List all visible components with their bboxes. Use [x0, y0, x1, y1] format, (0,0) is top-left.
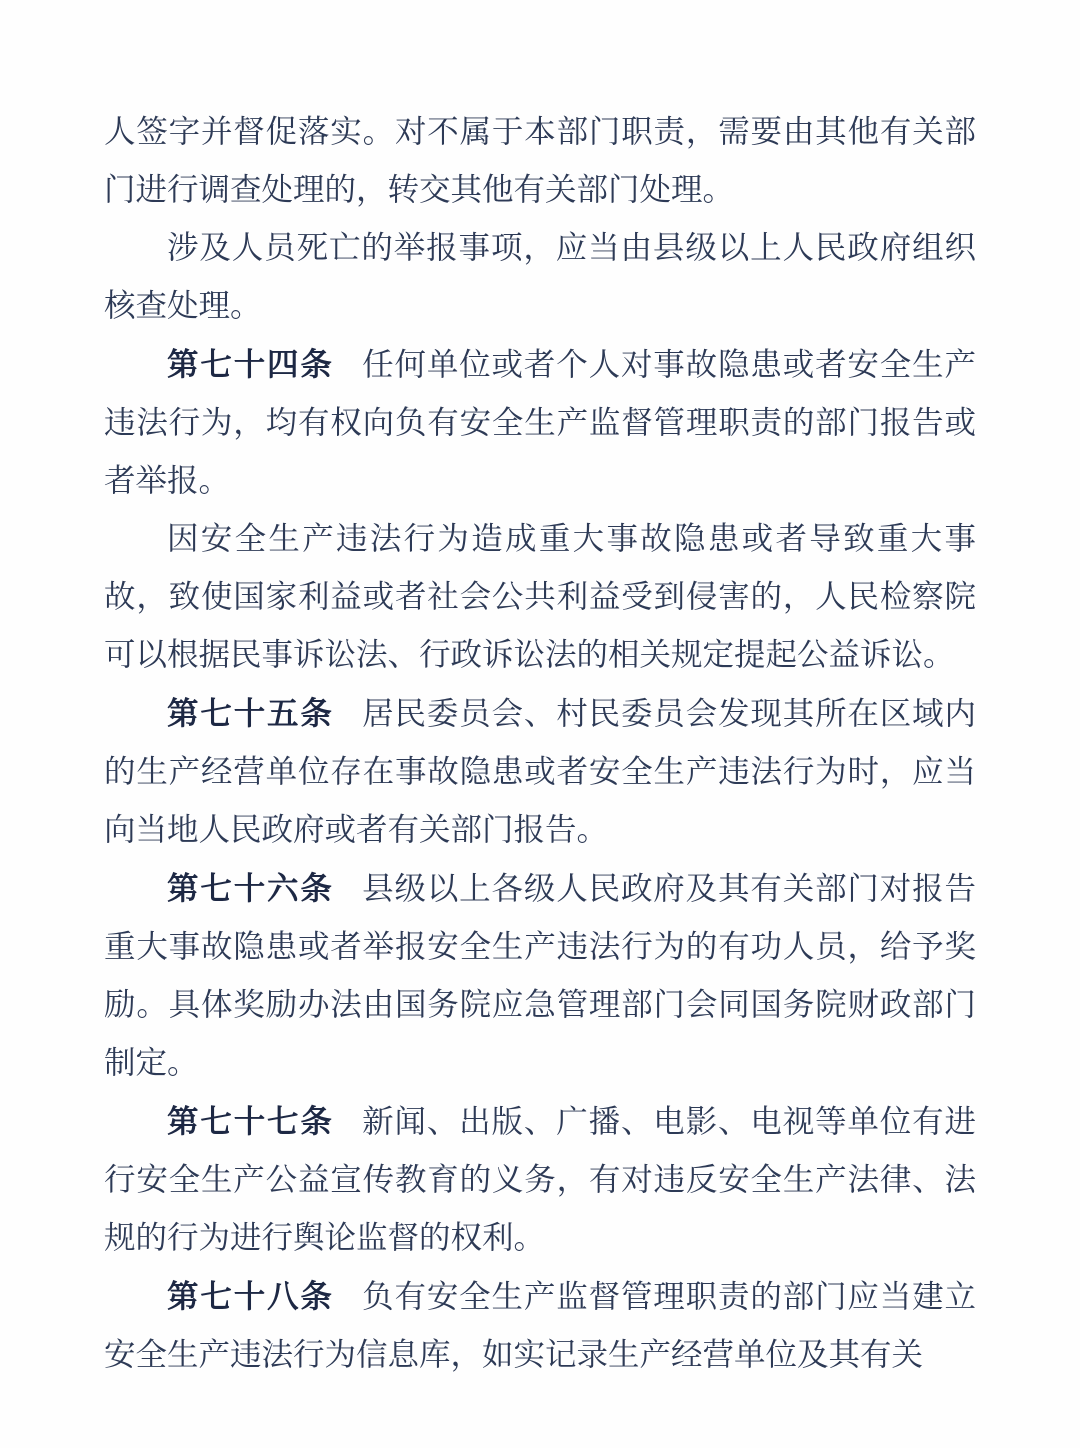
paragraph-article-78	[104, 1267, 976, 1384]
paragraph-text: 涉及人员死亡的举报事项，应当由县级以上人民政府组织核查处理。	[104, 230, 976, 323]
paragraph-text: 负有安全生产监督管理职责的部门应当建立安全生产违法行为信息库，如实记录生产经营单位及其有关	[104, 1279, 976, 1372]
paragraph-article-75	[104, 684, 976, 859]
paragraph-text: 县级以上各级人民政府及其有关部门对报告重大事故隐患或者举报安全生产违法行为的有功人员，给予奖励。具体奖励办法由国务院应急管理部门会同国务院财政部门制定。	[104, 871, 976, 1080]
paragraph-text: 新闻、出版、广播、电影、电视等单位有进行安全生产公益宣传教育的义务，有对违反安全生产法律、法规的行为进行舆论监督的权利。	[104, 1104, 976, 1255]
paragraph-article-74	[104, 335, 976, 510]
article-number-74: 第七十四条	[167, 346, 334, 382]
paragraph-continuation	[104, 103, 976, 219]
article-number-77: 第七十七条	[167, 1103, 334, 1139]
paragraph-text: 因安全生产违法行为造成重大事故隐患或者导致重大事故，致使国家利益或者社会公共利益受到侵害的，人民检察院可以根据民事诉讼法、行政诉讼法的相关规定提起公益诉讼。	[104, 521, 976, 672]
paragraph-text: 居民委员会、村民委员会发现其所在区域内的生产经营单位存在事故隐患或者安全生产违法行为时，应当向当地人民政府或者有关部门报告。	[104, 696, 976, 847]
article-number-76: 第七十六条	[167, 870, 334, 906]
article-number-75: 第七十五条	[167, 695, 334, 731]
article-number-78: 第七十八条	[167, 1278, 334, 1314]
paragraph	[104, 510, 976, 684]
paragraph	[104, 219, 976, 335]
paragraph-text: 人签字并督促落实。对不属于本部门职责，需要由其他有关部门进行调查处理的，转交其他有关部门处理。	[104, 114, 976, 207]
paragraph-article-77	[104, 1092, 976, 1267]
paragraph-text: 任何单位或者个人对事故隐患或者安全生产违法行为，均有权向负有安全生产监督管理职责的部门报告或者举报。	[104, 347, 976, 498]
paragraph-article-76	[104, 859, 976, 1092]
